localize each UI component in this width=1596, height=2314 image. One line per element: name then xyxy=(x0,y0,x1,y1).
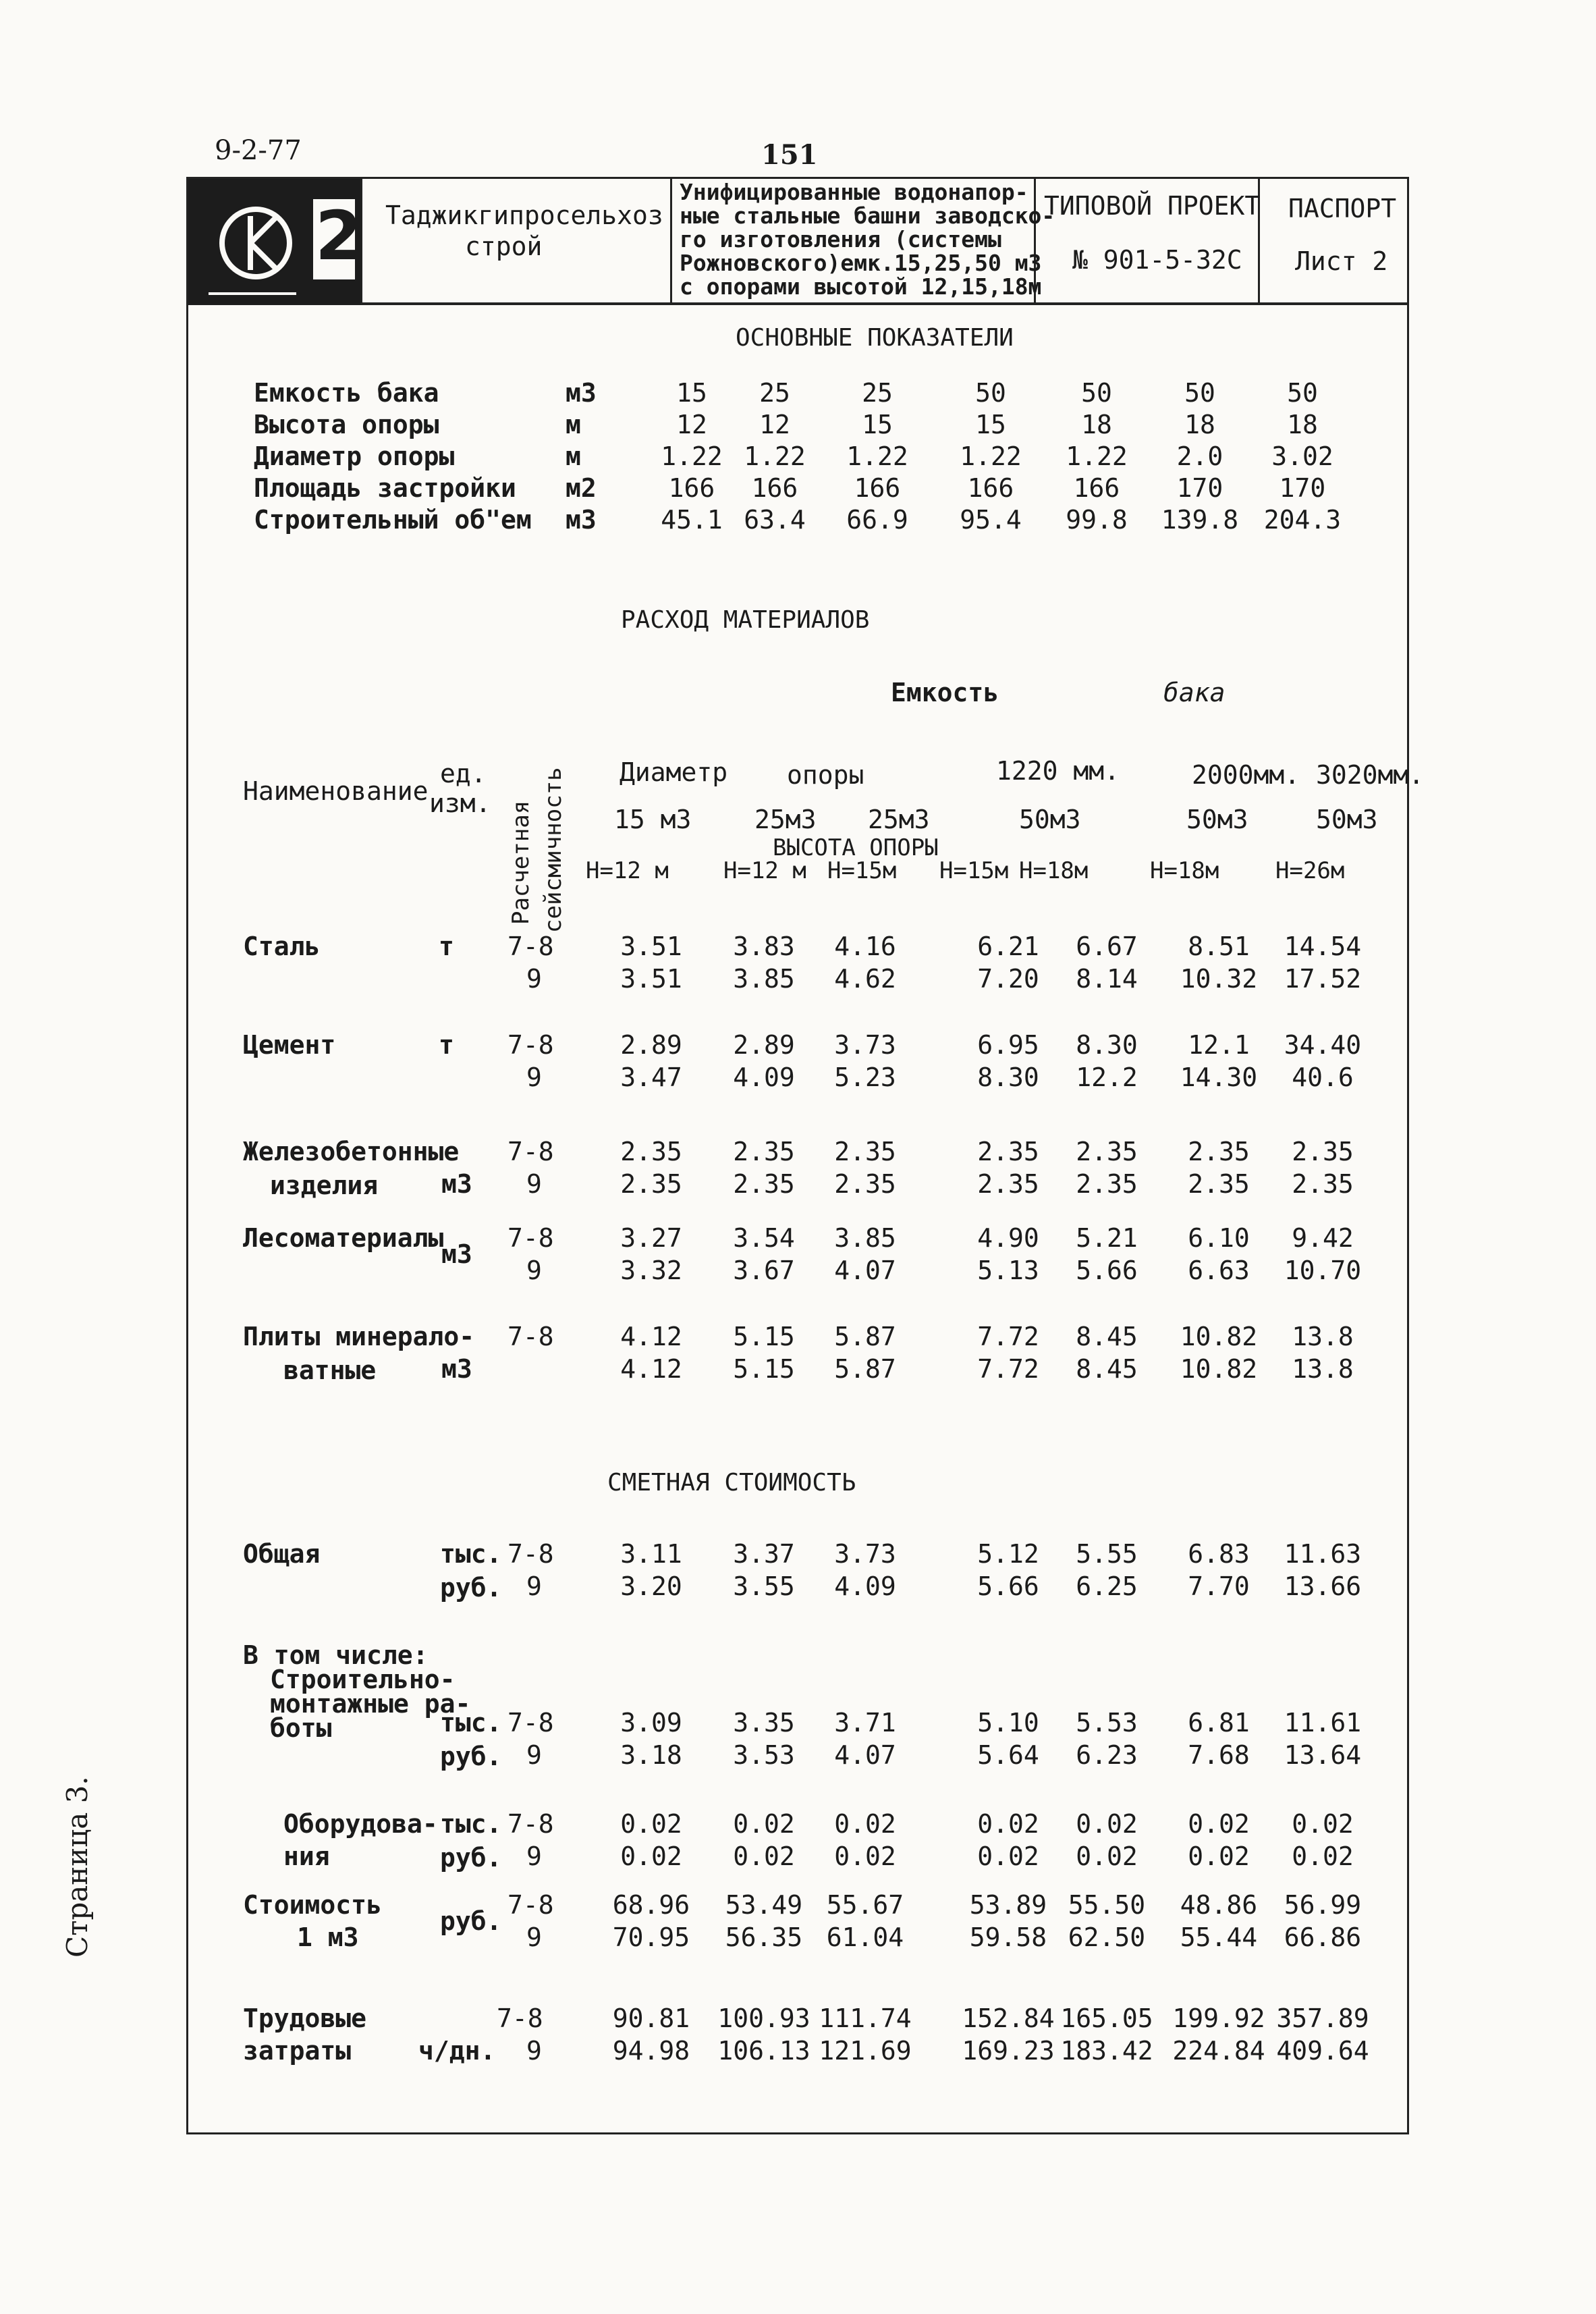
logo-number: 2 xyxy=(315,196,362,275)
material-value: 5.66 xyxy=(1076,1256,1138,1285)
height-cell: Н=12 м xyxy=(586,857,669,884)
material-value: 2.89 xyxy=(620,1030,682,1060)
material-value: 2.35 xyxy=(1188,1137,1250,1166)
title-stamp xyxy=(186,177,1409,305)
material-value: 6.67 xyxy=(1076,932,1138,961)
indicator-value: 63.4 xyxy=(744,505,806,535)
col-unit-header-2: изм. xyxy=(429,788,491,818)
cost-unit: руб. xyxy=(440,1742,502,1771)
project-title-line: го изготовления (системы xyxy=(680,226,1001,252)
indicator-value: 204.3 xyxy=(1263,505,1342,535)
material-value: 6.95 xyxy=(977,1030,1039,1060)
cost-value: 0.02 xyxy=(733,1809,795,1839)
project-title-line: Рожновского)емк.15,25,50 м3 xyxy=(680,250,1042,276)
material-unit: м3 xyxy=(441,1169,472,1199)
doc-type: ПАСПОРТ xyxy=(1288,194,1397,223)
seismic-class: 9 xyxy=(526,1062,542,1092)
indicator-name: Строительный об"ем xyxy=(254,505,532,535)
cost-value: 3.53 xyxy=(733,1740,795,1770)
cost-value: 94.98 xyxy=(612,2036,690,2066)
cost-value: 100.93 xyxy=(717,2003,810,2033)
height-label: ВЫСОТА ОПОРЫ xyxy=(773,834,939,861)
height-cell: Н=18м xyxy=(1150,857,1219,884)
capacity-cell: 50м3 xyxy=(1316,805,1378,834)
cost-value: 55.67 xyxy=(826,1890,904,1920)
indicator-value: 2.0 xyxy=(1176,441,1223,471)
indicator-value: 18 xyxy=(1184,410,1215,439)
cost-name: Общая xyxy=(243,1539,321,1569)
cost-value: 5.64 xyxy=(977,1740,1039,1770)
seismic-class: 7-8 xyxy=(507,1539,554,1569)
cost-unit: тыс. xyxy=(440,1708,502,1738)
col-seismic-header-2: сейсмичность xyxy=(540,767,567,933)
material-value: 6.63 xyxy=(1188,1256,1250,1285)
indicator-value: 12 xyxy=(759,410,790,439)
material-value: 7.20 xyxy=(977,964,1039,994)
indicator-value: 50 xyxy=(1184,378,1215,408)
material-value: 5.15 xyxy=(733,1322,795,1351)
material-value: 3.27 xyxy=(620,1223,682,1253)
indicator-value: 50 xyxy=(1287,378,1318,408)
material-value: 4.90 xyxy=(977,1223,1039,1253)
cost-unit: руб. xyxy=(440,1573,502,1603)
cost-value: 0.02 xyxy=(834,1809,896,1839)
material-value: 3.47 xyxy=(620,1062,682,1092)
cost-value: 3.35 xyxy=(733,1708,795,1738)
cost-value: 6.23 xyxy=(1076,1740,1138,1770)
cost-value: 152.84 xyxy=(962,2003,1055,2033)
cost-value: 53.49 xyxy=(725,1890,803,1920)
indicator-unit: м xyxy=(566,410,581,439)
tank-label: бака xyxy=(1163,678,1226,707)
seismic-class: 7-8 xyxy=(497,2003,543,2033)
cost-value: 3.18 xyxy=(620,1740,682,1770)
materials-title: РАСХОД МАТЕРИАЛОВ xyxy=(621,606,870,634)
cost-value: 4.07 xyxy=(834,1740,896,1770)
material-value: 12.2 xyxy=(1076,1062,1138,1092)
cost-value: 11.61 xyxy=(1284,1708,1362,1738)
cost-value: 53.89 xyxy=(969,1890,1047,1920)
cost-unit: тыс. xyxy=(440,1809,502,1839)
cost-value: 68.96 xyxy=(612,1890,690,1920)
material-value: 3.54 xyxy=(733,1223,795,1253)
cost-value: 7.70 xyxy=(1188,1571,1250,1601)
material-value: 2.35 xyxy=(1076,1137,1138,1166)
cost-name: монтажные ра- xyxy=(270,1689,471,1719)
material-value: 4.07 xyxy=(834,1256,896,1285)
cost-value: 56.99 xyxy=(1284,1890,1362,1920)
material-value: 4.12 xyxy=(620,1322,682,1351)
cost-name: 1 м3 xyxy=(297,1922,359,1952)
ck-logo xyxy=(188,179,360,304)
material-name: ватные xyxy=(283,1355,377,1385)
material-value: 3.83 xyxy=(733,932,795,961)
seismic-class: 7-8 xyxy=(507,1030,554,1060)
material-value: 2.35 xyxy=(1292,1169,1354,1199)
sheet-number: Лист 2 xyxy=(1295,246,1388,276)
doc-code: 9-2-77 xyxy=(215,135,302,166)
cost-value: 165.05 xyxy=(1060,2003,1153,2033)
indicator-value: 15 xyxy=(975,410,1006,439)
material-value: 2.35 xyxy=(1292,1137,1354,1166)
col-name-header: Наименование xyxy=(243,776,429,806)
capacity-label: Емкость xyxy=(891,678,999,707)
material-value: 4.09 xyxy=(733,1062,795,1092)
material-value: 8.14 xyxy=(1076,964,1138,994)
cost-value: 6.25 xyxy=(1076,1571,1138,1601)
material-value: 6.21 xyxy=(977,932,1039,961)
seismic-class: 9 xyxy=(526,1571,542,1601)
cost-value: 0.02 xyxy=(1292,1841,1354,1871)
cost-unit: руб. xyxy=(440,1906,502,1936)
cost-value: 13.66 xyxy=(1284,1571,1362,1601)
material-value: 4.12 xyxy=(620,1354,682,1384)
cost-value: 61.04 xyxy=(826,1922,904,1952)
project-label: ТИПОВОЙ ПРОЕКТ xyxy=(1044,191,1261,221)
material-value: 9.42 xyxy=(1292,1223,1354,1253)
indicator-value: 15 xyxy=(676,378,707,408)
diameter-2000: 2000мм. xyxy=(1192,760,1300,790)
indicator-unit: м3 xyxy=(566,378,597,408)
cost-value: 3.09 xyxy=(620,1708,682,1738)
org-name-line2: строй xyxy=(465,232,543,261)
cost-value: 0.02 xyxy=(620,1841,682,1871)
material-value: 5.87 xyxy=(834,1322,896,1351)
seismic-class: 7-8 xyxy=(507,1322,554,1351)
cost-value: 3.20 xyxy=(620,1571,682,1601)
cost-value: 0.02 xyxy=(977,1809,1039,1839)
project-title xyxy=(680,180,1055,298)
indicator-name: Высота опоры xyxy=(254,410,439,439)
cost-value: 90.81 xyxy=(612,2003,690,2033)
cost-value: 66.86 xyxy=(1284,1922,1362,1952)
indicator-value: 166 xyxy=(967,473,1014,503)
cost-value: 121.69 xyxy=(819,2036,912,2066)
height-cell: Н=15м xyxy=(827,857,897,884)
cost-name: затраты xyxy=(243,2036,352,2066)
cost-value: 6.83 xyxy=(1188,1539,1250,1569)
indicator-value: 1.22 xyxy=(960,441,1022,471)
indicator-value: 1.22 xyxy=(1066,441,1128,471)
material-value: 2.35 xyxy=(977,1137,1039,1166)
seismic-class: 7-8 xyxy=(507,1809,554,1839)
capacity-cell: 15 м3 xyxy=(614,805,692,834)
seismic-class: 9 xyxy=(526,1169,542,1199)
material-value: 13.8 xyxy=(1292,1322,1354,1351)
material-name: Лесоматериалы xyxy=(243,1223,444,1253)
indicator-unit: м xyxy=(566,441,581,471)
material-value: 3.32 xyxy=(620,1256,682,1285)
cost-value: 0.02 xyxy=(834,1841,896,1871)
material-value: 2.35 xyxy=(620,1169,682,1199)
cost-value: 5.10 xyxy=(977,1708,1039,1738)
cost-name: Оборудова- xyxy=(283,1809,438,1839)
cost-value: 4.09 xyxy=(834,1571,896,1601)
cost-value: 0.02 xyxy=(977,1841,1039,1871)
indicators-title: ОСНОВНЫЕ ПОКАЗАТЕЛИ xyxy=(736,324,1014,352)
cost-name: Стоимость xyxy=(243,1890,382,1920)
cost-value: 0.02 xyxy=(1188,1841,1250,1871)
indicator-value: 12 xyxy=(676,410,707,439)
cost-value: 224.84 xyxy=(1172,2036,1265,2066)
diameter-3020: 3020мм. xyxy=(1316,760,1425,790)
material-value: 2.35 xyxy=(733,1137,795,1166)
material-value: 6.10 xyxy=(1188,1223,1250,1253)
seismic-class: 9 xyxy=(526,1841,542,1871)
cost-value: 5.12 xyxy=(977,1539,1039,1569)
indicator-value: 166 xyxy=(751,473,798,503)
material-value: 5.21 xyxy=(1076,1223,1138,1253)
diameter-label: Диаметр xyxy=(620,757,728,787)
material-value: 3.51 xyxy=(620,964,682,994)
seismic-class: 7-8 xyxy=(507,1708,554,1738)
indicator-value: 1.22 xyxy=(846,441,908,471)
cost-value: 169.23 xyxy=(962,2036,1055,2066)
indicator-value: 166 xyxy=(668,473,715,503)
indicator-value: 66.9 xyxy=(846,505,908,535)
material-value: 17.52 xyxy=(1284,964,1362,994)
cost-value: 183.42 xyxy=(1060,2036,1153,2066)
indicator-value: 3.02 xyxy=(1271,441,1333,471)
indicator-value: 166 xyxy=(1073,473,1120,503)
material-value: 2.35 xyxy=(1188,1169,1250,1199)
material-value: 7.72 xyxy=(977,1354,1039,1384)
side-page-label: Страница 3. xyxy=(61,1776,94,1958)
cost-value: 5.53 xyxy=(1076,1708,1138,1738)
material-value: 2.35 xyxy=(977,1169,1039,1199)
indicator-value: 50 xyxy=(975,378,1006,408)
cost-value: 11.63 xyxy=(1284,1539,1362,1569)
material-value: 5.23 xyxy=(834,1062,896,1092)
material-value: 3.51 xyxy=(620,932,682,961)
indicator-value: 139.8 xyxy=(1161,505,1239,535)
cost-value: 3.11 xyxy=(620,1539,682,1569)
cost-value: 59.58 xyxy=(969,1922,1047,1952)
cost-value: 5.55 xyxy=(1076,1539,1138,1569)
cost-name: В том числе: xyxy=(243,1640,429,1670)
material-value: 8.45 xyxy=(1076,1354,1138,1384)
material-unit: м3 xyxy=(441,1239,472,1269)
seismic-class: 9 xyxy=(526,1256,542,1285)
cost-value: 111.74 xyxy=(819,2003,912,2033)
cost-unit: ч/дн. xyxy=(418,2036,496,2066)
seismic-class: 7-8 xyxy=(507,1137,554,1166)
cost-value: 3.55 xyxy=(733,1571,795,1601)
material-value: 2.35 xyxy=(620,1137,682,1166)
project-number: № 901-5-32С xyxy=(1072,245,1242,275)
col-unit-header-1: ед. xyxy=(440,759,487,788)
indicator-name: Диаметр опоры xyxy=(254,441,455,471)
cost-value: 0.02 xyxy=(733,1841,795,1871)
material-value: 2.35 xyxy=(834,1169,896,1199)
cost-unit: тыс. xyxy=(440,1539,502,1569)
material-value: 10.70 xyxy=(1284,1256,1362,1285)
material-value: 12.1 xyxy=(1188,1030,1250,1060)
cost-unit: руб. xyxy=(440,1843,502,1873)
cost-value: 0.02 xyxy=(1292,1809,1354,1839)
cost-name: Строительно- xyxy=(270,1665,456,1694)
material-value: 3.85 xyxy=(834,1223,896,1253)
material-value: 10.82 xyxy=(1180,1354,1258,1384)
indicator-value: 18 xyxy=(1081,410,1112,439)
material-value: 2.89 xyxy=(733,1030,795,1060)
height-cell: Н=26м xyxy=(1275,857,1345,884)
material-value: 13.8 xyxy=(1292,1354,1354,1384)
material-value: 14.30 xyxy=(1180,1062,1258,1092)
seismic-class: 9 xyxy=(526,1922,542,1952)
indicator-value: 45.1 xyxy=(661,505,723,535)
material-value: 3.85 xyxy=(733,964,795,994)
seismic-class: 7-8 xyxy=(507,1890,554,1920)
material-value: 4.16 xyxy=(834,932,896,961)
indicator-value: 99.8 xyxy=(1066,505,1128,535)
material-name: Железобетонные xyxy=(243,1137,460,1166)
capacity-cell: 25м3 xyxy=(754,805,817,834)
material-value: 8.51 xyxy=(1188,932,1250,961)
seismic-class: 7-8 xyxy=(507,1223,554,1253)
seismic-class: 9 xyxy=(526,2036,542,2066)
cost-value: 3.37 xyxy=(733,1539,795,1569)
cost-value: 13.64 xyxy=(1284,1740,1362,1770)
cost-value: 3.73 xyxy=(834,1539,896,1569)
cost-name: ния xyxy=(283,1841,330,1871)
material-value: 3.67 xyxy=(733,1256,795,1285)
capacity-cell: 50м3 xyxy=(1186,805,1248,834)
cost-value: 357.89 xyxy=(1276,2003,1369,2033)
cost-value: 7.68 xyxy=(1188,1740,1250,1770)
material-unit: т xyxy=(439,932,454,961)
indicator-name: Площадь застройки xyxy=(254,473,516,503)
cost-value: 48.86 xyxy=(1180,1890,1258,1920)
material-value: 40.6 xyxy=(1292,1062,1354,1092)
material-name: Цемент xyxy=(243,1030,336,1060)
cost-value: 106.13 xyxy=(717,2036,810,2066)
material-value: 7.72 xyxy=(977,1322,1039,1351)
seismic-class: 7-8 xyxy=(507,932,554,961)
cost-value: 199.92 xyxy=(1172,2003,1265,2033)
indicator-value: 1.22 xyxy=(744,441,806,471)
material-value: 5.15 xyxy=(733,1354,795,1384)
material-value: 2.35 xyxy=(733,1169,795,1199)
material-value: 14.54 xyxy=(1284,932,1362,961)
cost-value: 56.35 xyxy=(725,1922,803,1952)
project-title-line: с опорами высотой 12,15,18м xyxy=(680,273,1042,300)
indicator-unit: м3 xyxy=(566,505,597,535)
height-cell: Н=15м xyxy=(939,857,1009,884)
indicator-value: 15 xyxy=(862,410,893,439)
indicator-value: 18 xyxy=(1287,410,1318,439)
indicator-value: 25 xyxy=(862,378,893,408)
material-value: 8.30 xyxy=(1076,1030,1138,1060)
cost-value: 0.02 xyxy=(620,1809,682,1839)
org-name-line1: Таджикгипросельхоз - xyxy=(385,200,694,230)
capacity-cell: 25м3 xyxy=(868,805,930,834)
material-value: 10.82 xyxy=(1180,1322,1258,1351)
material-name: Сталь xyxy=(243,932,321,961)
page-number: 151 xyxy=(761,139,818,171)
material-unit: т xyxy=(439,1030,454,1060)
project-title-line: Унифицированные водонапор- xyxy=(680,179,1028,205)
cost-name: Трудовые xyxy=(243,2003,367,2033)
indicator-name: Емкость бака xyxy=(254,378,439,408)
material-value: 8.45 xyxy=(1076,1322,1138,1351)
project-title-line: ные стальные башни заводско- xyxy=(680,203,1055,229)
diameter-value: 1220 мм. xyxy=(996,756,1120,786)
cost-name: боты xyxy=(270,1713,332,1743)
cost-value: 0.02 xyxy=(1188,1809,1250,1839)
support-label: опоры xyxy=(787,760,864,790)
material-value: 10.32 xyxy=(1180,964,1258,994)
material-value: 8.30 xyxy=(977,1062,1039,1092)
material-value: 3.73 xyxy=(834,1030,896,1060)
cost-value: 3.71 xyxy=(834,1708,896,1738)
col-seismic-header-1: Расчетная xyxy=(507,800,534,925)
indicator-value: 1.22 xyxy=(661,441,723,471)
material-value: 5.87 xyxy=(834,1354,896,1384)
seismic-class: 9 xyxy=(526,1740,542,1770)
cost-value: 55.50 xyxy=(1068,1890,1146,1920)
material-value: 2.35 xyxy=(1076,1169,1138,1199)
cost-value: 55.44 xyxy=(1180,1922,1258,1952)
cost-value: 0.02 xyxy=(1076,1841,1138,1871)
cost-value: 409.64 xyxy=(1276,2036,1369,2066)
material-value: 34.40 xyxy=(1284,1030,1362,1060)
capacity-cell: 50м3 xyxy=(1019,805,1081,834)
indicator-value: 166 xyxy=(854,473,901,503)
seismic-class: 9 xyxy=(526,964,542,994)
indicator-value: 95.4 xyxy=(960,505,1022,535)
material-name: Плиты минерало- xyxy=(243,1322,475,1351)
material-name: изделия xyxy=(270,1171,379,1200)
material-value: 5.13 xyxy=(977,1256,1039,1285)
height-cell: Н=12 м xyxy=(723,857,806,884)
material-unit: м3 xyxy=(441,1354,472,1384)
cost-value: 6.81 xyxy=(1188,1708,1250,1738)
indicator-value: 50 xyxy=(1081,378,1112,408)
height-cell: Н=18м xyxy=(1019,857,1089,884)
indicator-value: 170 xyxy=(1176,473,1223,503)
cost-value: 62.50 xyxy=(1068,1922,1146,1952)
indicator-unit: м2 xyxy=(566,473,597,503)
cost-title: СМЕТНАЯ СТОИМОСТЬ xyxy=(607,1469,856,1497)
cost-value: 0.02 xyxy=(1076,1809,1138,1839)
cost-value: 70.95 xyxy=(612,1922,690,1952)
material-value: 2.35 xyxy=(834,1137,896,1166)
indicator-value: 25 xyxy=(759,378,790,408)
cost-value: 5.66 xyxy=(977,1571,1039,1601)
material-value: 4.62 xyxy=(834,964,896,994)
indicator-value: 170 xyxy=(1279,473,1326,503)
